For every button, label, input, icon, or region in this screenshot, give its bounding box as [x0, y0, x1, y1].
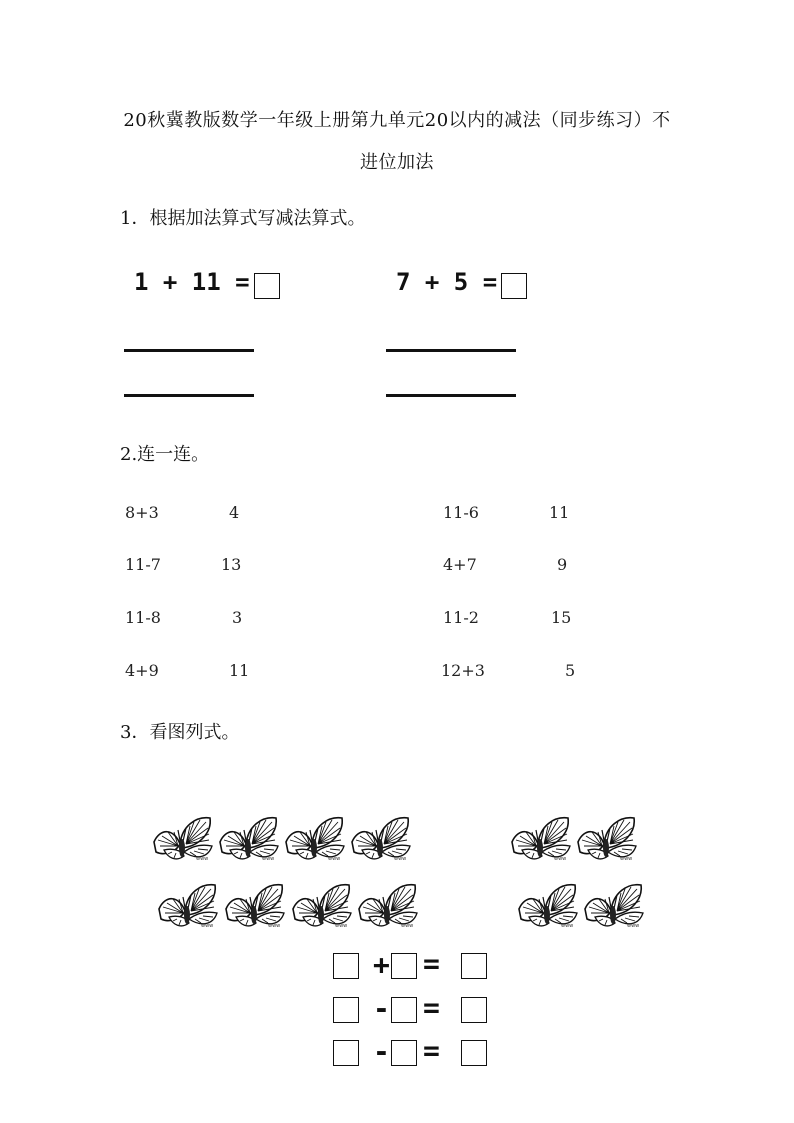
operator: -	[373, 1035, 390, 1068]
answer-box[interactable]	[333, 997, 359, 1023]
right-expression[interactable]: 11-6	[443, 503, 479, 522]
butterfly-icon	[159, 885, 217, 929]
answer-box[interactable]	[461, 997, 487, 1023]
butterfly-icon	[352, 818, 410, 862]
page-title-line-2: 进位加法	[360, 152, 434, 173]
equals-sign: =	[423, 947, 440, 980]
page-title-line-1: 20秋冀教版数学一年级上册第九单元20以内的减法（同步练习）不	[123, 110, 671, 131]
answer-box[interactable]	[391, 1040, 417, 1066]
butterfly-icon	[286, 818, 344, 862]
left-result[interactable]: 11	[229, 661, 250, 680]
left-result[interactable]: 13	[221, 555, 242, 574]
answer-box[interactable]	[501, 273, 527, 299]
butterflies-picture: www	[0, 800, 794, 950]
butterfly-icon	[578, 818, 636, 862]
right-expression[interactable]: 4+7	[443, 555, 477, 574]
equation-1-text: 1 + 11 =	[134, 268, 250, 296]
right-result[interactable]: 9	[557, 555, 568, 574]
question-2-heading: 2.连一连。	[120, 444, 210, 465]
answer-box[interactable]	[254, 273, 280, 299]
answer-line[interactable]	[124, 349, 254, 352]
left-expression[interactable]: 11-7	[125, 555, 161, 574]
butterfly-icon	[359, 885, 417, 929]
left-expression[interactable]: 8+3	[125, 503, 159, 522]
operator: +	[373, 948, 390, 981]
answer-box[interactable]	[461, 1040, 487, 1066]
answer-line[interactable]	[386, 349, 516, 352]
butterfly-icon	[154, 818, 212, 862]
equals-sign: =	[423, 991, 440, 1024]
question-3-heading: 3．看图列式。	[120, 722, 240, 743]
left-expression[interactable]: 4+9	[125, 661, 159, 680]
equation-2-text: 7 + 5 =	[396, 268, 498, 296]
right-expression[interactable]: 12+3	[441, 661, 485, 680]
operator: -	[373, 992, 390, 1025]
answer-box[interactable]	[333, 1040, 359, 1066]
left-result[interactable]: 3	[232, 608, 243, 627]
question-1-heading: 1．根据加法算式写减法算式。	[120, 208, 366, 229]
answer-box[interactable]	[391, 953, 417, 979]
butterfly-icon	[293, 885, 351, 929]
butterfly-icon	[585, 885, 643, 929]
butterfly-icon	[226, 885, 284, 929]
right-result[interactable]: 11	[549, 503, 570, 522]
right-expression[interactable]: 11-2	[443, 608, 479, 627]
left-result[interactable]: 4	[229, 503, 240, 522]
answer-line[interactable]	[124, 394, 254, 397]
equation-2	[396, 268, 527, 299]
equation-1	[134, 268, 280, 299]
butterfly-icon	[512, 818, 570, 862]
right-result[interactable]: 15	[551, 608, 572, 627]
right-result[interactable]: 5	[565, 661, 576, 680]
left-expression[interactable]: 11-8	[125, 608, 161, 627]
butterfly-icon	[519, 885, 577, 929]
answer-box[interactable]	[391, 997, 417, 1023]
equals-sign: =	[423, 1034, 440, 1067]
answer-box[interactable]	[461, 953, 487, 979]
answer-line[interactable]	[386, 394, 516, 397]
answer-box[interactable]	[333, 953, 359, 979]
butterfly-icon	[220, 818, 278, 862]
